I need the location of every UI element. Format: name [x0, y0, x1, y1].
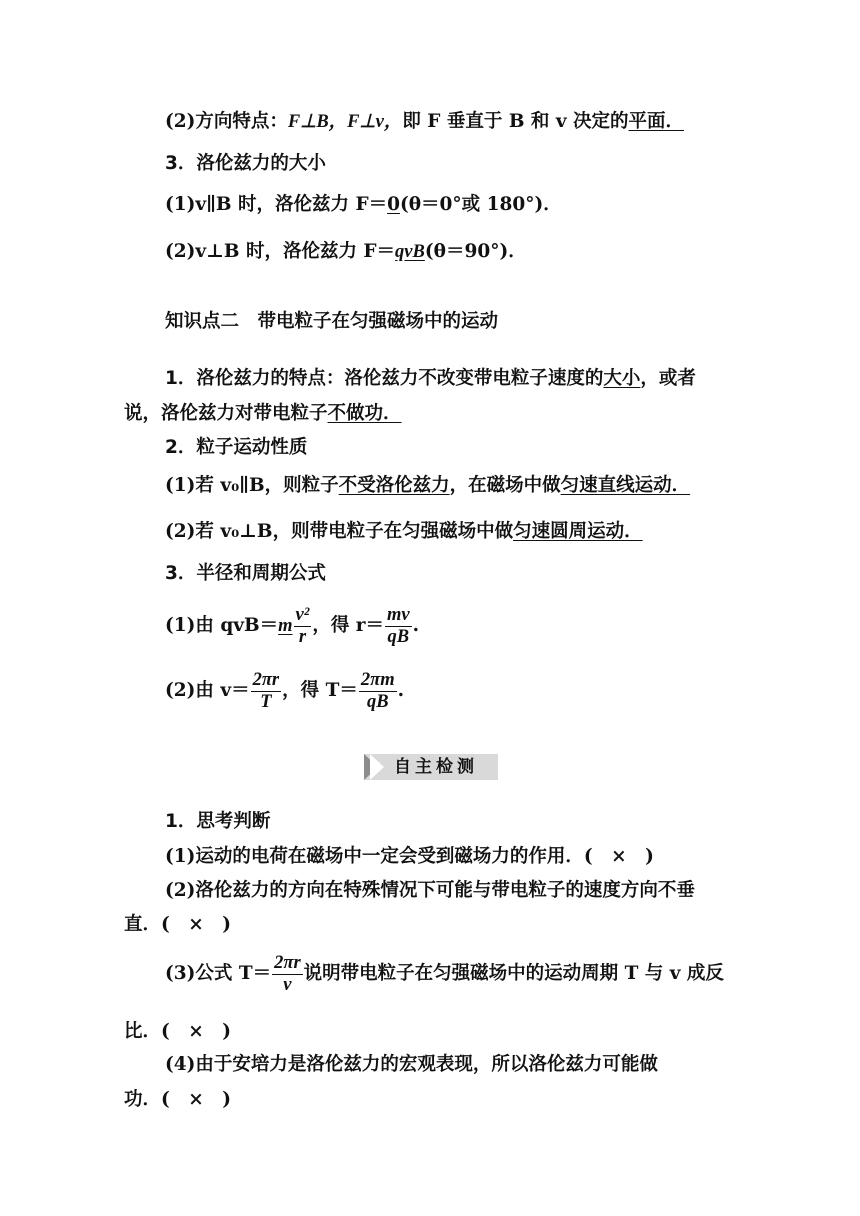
motion-case-1-text: (1)若 v₀∥B，则粒子 — [165, 475, 339, 496]
radius-formula-mass: m — [278, 616, 293, 636]
question-1: (1)运动的电荷在磁场中一定会受到磁场力的作用．( × ) — [165, 846, 654, 867]
feature-answer-1: 大小 — [603, 368, 641, 389]
fraction-numerator: v² — [295, 605, 310, 626]
fraction-denominator: r — [294, 626, 312, 647]
question-3-lead: (3)公式 T＝ — [165, 963, 272, 984]
motion-case-2-text: (2)若 v₀⊥B，则带电粒子在匀强磁场中做 — [165, 521, 514, 542]
fraction-denominator: v — [272, 974, 303, 995]
fraction-denominator: qB — [359, 691, 397, 712]
perpendicular-case-answer: qvB — [395, 242, 425, 262]
motion-case-1-answer-1: 不受洛伦兹力 — [338, 475, 450, 496]
fraction-denominator: qB — [385, 626, 412, 647]
question-3-text: 说明带电粒子在匀强磁场中的运动周期 T 与 v 成反 — [303, 963, 724, 984]
direction-answer: 平面． — [628, 111, 685, 132]
feature-text-3: 说，洛伦兹力对带电粒子 — [124, 403, 328, 424]
parallel-case-line — [165, 193, 562, 217]
direction-text: 即 F 垂直于 B 和 v 决定的 — [402, 111, 629, 132]
motion-case-1-answer-2: 匀速直线运动． — [560, 475, 691, 496]
section-2-title: 知识点二 带电粒子在匀强磁场中的运动 — [165, 311, 499, 332]
question-3-line-1 — [165, 950, 724, 998]
perpendicular-case-text: (2)v⊥B 时，洛伦兹力 F＝ — [165, 241, 396, 262]
lorentz-magnitude-heading: 3．洛伦兹力的大小 — [165, 153, 326, 174]
feature-line-2 — [124, 402, 402, 426]
perpendicular-case-line — [165, 240, 527, 264]
fraction-2pim-over-qb — [359, 670, 397, 712]
period-formula-lead: (2)由 v＝ — [165, 680, 250, 701]
question-4-line-1: (4)由于安培力是洛伦兹力的宏观表现，所以洛伦兹力可能做 — [165, 1054, 658, 1075]
period-formula: (2)由 v＝ $\frac{2\pi r}{T}$ ，得 T＝ $\frac{2\pi m}{qB}$ . — [165, 670, 405, 712]
parallel-case-text: (1)v∥B 时，洛伦兹力 F＝ — [165, 194, 388, 215]
direction-label: (2)方向特点： — [165, 111, 288, 132]
question-2-line-1: (2)洛伦兹力的方向在特殊情况下可能与带电粒子的速度方向不垂 — [165, 880, 695, 901]
parallel-case-answer: 0 — [387, 194, 400, 215]
fraction-numerator: mv — [387, 605, 410, 626]
radius-period-heading: 3．半径和周期公式 — [165, 563, 326, 584]
direction-line — [165, 110, 684, 134]
fraction-mv-over-qb — [385, 605, 412, 647]
radius-formula: (1)由 qvB＝m $\frac{\text{v²}}{r}$ ，得 r＝ $\frac{mv}{qB}$ . — [165, 605, 420, 647]
motion-case-2-answer: 匀速圆周运动． — [513, 521, 643, 542]
self-check-banner — [364, 754, 498, 780]
feature-label: 1．洛伦兹力的特点： — [165, 368, 345, 389]
banner-title: 自主检测 — [394, 757, 478, 777]
fraction-numerator: 2πm — [360, 670, 395, 691]
perpendicular-case-angle: (θ＝90°)． — [424, 241, 527, 262]
radius-formula-lead: (1)由 qvB＝ — [165, 615, 279, 636]
motion-case-1 — [165, 474, 690, 498]
parallel-case-angle: (θ＝0°或 180°)． — [399, 194, 562, 215]
feature-text: 洛伦兹力不改变带电粒子速度的 — [344, 368, 604, 389]
banner-arrow-cut-icon — [370, 754, 384, 780]
question-3-line-2: 比．( × ) — [124, 1021, 232, 1042]
motion-case-1-mid: ，在磁场中做 — [449, 475, 561, 496]
judgment-heading: 1．思考判断 — [165, 811, 271, 832]
fraction-denominator: T — [251, 691, 282, 712]
direction-relation: F⊥B，F⊥v， — [287, 112, 403, 132]
motion-case-2 — [165, 520, 643, 544]
feature-line-1 — [165, 367, 696, 391]
feature-text-2: ，或者 — [640, 368, 696, 389]
fraction-numerator: 2πr — [252, 670, 280, 691]
fraction-2pir-over-v — [272, 953, 303, 995]
motion-nature-heading: 2．粒子运动性质 — [165, 437, 308, 458]
fraction-2pir-over-t — [251, 670, 282, 712]
feature-answer-2: 不做功． — [327, 403, 402, 424]
fraction-numerator: 2πr — [274, 953, 301, 974]
question-4-line-2: 功．( × ) — [124, 1089, 232, 1110]
question-2-line-2: 直．( × ) — [124, 914, 232, 935]
fraction-v2-over-r — [294, 605, 312, 647]
radius-formula-mid: ，得 r＝ — [312, 615, 385, 636]
period-formula-mid: ，得 T＝ — [282, 680, 358, 701]
